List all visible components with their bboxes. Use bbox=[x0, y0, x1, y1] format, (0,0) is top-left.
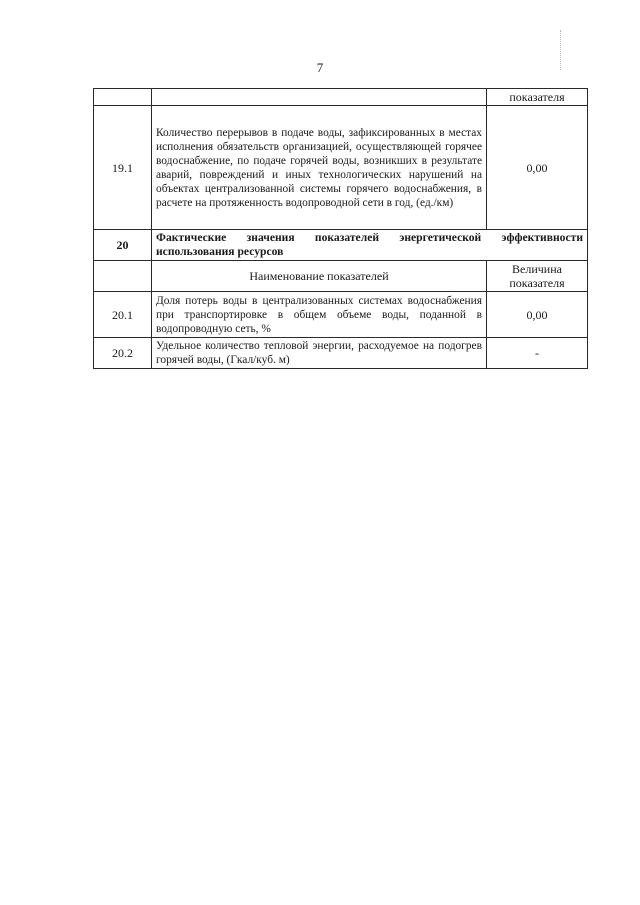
row-value: 0,00 bbox=[487, 292, 588, 338]
row-description: Доля потерь воды в централизованных системах водоснабжения при транспортировке в общем объеме воды, поданной в водопроводную сеть, % bbox=[152, 292, 487, 338]
row-number: 20.1 bbox=[94, 292, 152, 338]
row-value: - bbox=[487, 338, 588, 369]
indicators-table bbox=[93, 88, 588, 369]
row-value: 0,00 bbox=[487, 106, 588, 230]
table-row-20-2 bbox=[94, 338, 588, 369]
row-number: 19.1 bbox=[94, 106, 152, 230]
row-description: Количество перерывов в подаче воды, зафиксированных в местах исполнения обязательств организацией, осуществляющей горячее водоснабжение, по подаче горячей воды, возникших в результате аварий, повреждений и иных технологических нарушений на объектах централизованной системы горячего водоснабжения, в расчете на протяженность водопроводной сети в год, (ед./км) bbox=[152, 106, 487, 230]
header-name-label: Наименование показателей bbox=[152, 261, 487, 292]
table-row-continued-header bbox=[94, 89, 588, 106]
table-row-19-1 bbox=[94, 106, 588, 230]
table-row-20-1 bbox=[94, 292, 588, 338]
page-number: 7 bbox=[316, 60, 324, 75]
row-description: Удельное количество тепловой энергии, расходуемое на подогрев горячей воды, (Гкал/куб. м) bbox=[152, 338, 487, 369]
header-value-label: Величина показателя bbox=[487, 261, 588, 292]
header-name-cell bbox=[152, 89, 487, 106]
section-title: Фактические значения показателей энергетической эффективности использования ресурсов bbox=[152, 230, 588, 261]
row-number: 20.2 bbox=[94, 338, 152, 369]
table-row-header-20 bbox=[94, 261, 588, 292]
table-row-section-20 bbox=[94, 230, 588, 261]
header-number-cell bbox=[94, 89, 152, 106]
header-number-cell bbox=[94, 261, 152, 292]
section-number: 20 bbox=[94, 230, 152, 261]
header-value-cell: показателя bbox=[487, 89, 588, 106]
